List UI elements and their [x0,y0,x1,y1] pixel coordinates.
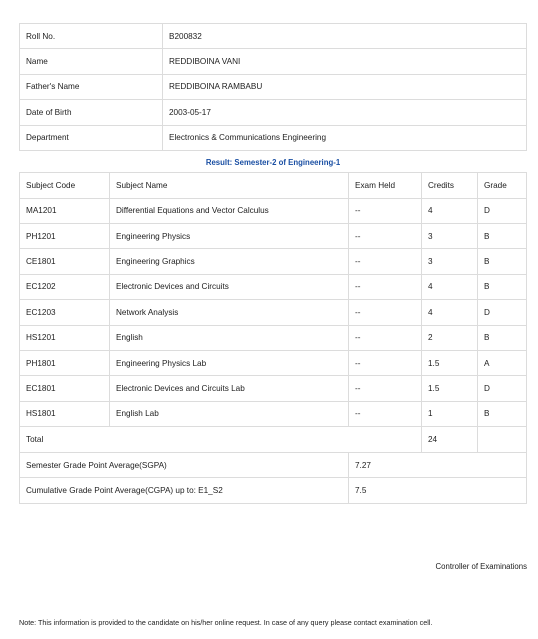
credits: 3 [422,223,478,248]
table-row [20,376,527,401]
exam-held: -- [349,198,422,223]
grade: B [478,325,527,350]
result-title: Result: Semester-2 of Engineering-1 [205,158,341,167]
info-value: REDDIBOINA VANI [163,49,527,74]
subject-name: Network Analysis [110,300,349,325]
table-row [20,300,527,325]
marks-table [19,172,527,453]
info-label: Roll No. [20,24,163,49]
grade-summary-table [19,452,527,504]
subject-name: Electronic Devices and Circuits Lab [110,376,349,401]
credits: 3 [422,249,478,274]
sgpa-value: 7.27 [349,453,527,478]
info-label: Father's Name [20,74,163,99]
subject-name: Engineering Graphics [110,249,349,274]
subject-name: Engineering Physics [110,223,349,248]
exam-held: -- [349,376,422,401]
table-row [20,249,527,274]
info-row-department [20,125,527,150]
header-subject-code: Subject Code [20,173,110,199]
grade: B [478,274,527,299]
info-row-date-of-birth [20,100,527,125]
credits: 4 [422,274,478,299]
marks-header-row [20,173,527,199]
exam-held: -- [349,274,422,299]
header-exam-held: Exam Held [349,173,422,199]
cgpa-value: 7.5 [349,478,527,503]
exam-held: -- [349,350,422,375]
exam-held: -- [349,249,422,274]
credits: 4 [422,300,478,325]
header-grade: Grade [478,173,527,199]
subject-name: Differential Equations and Vector Calculus [110,198,349,223]
grade: B [478,223,527,248]
subject-code: EC1203 [20,300,110,325]
subject-code: HS1801 [20,401,110,426]
exam-held: -- [349,223,422,248]
subject-code: HS1201 [20,325,110,350]
total-credits: 24 [422,427,478,452]
exam-held: -- [349,325,422,350]
header-subject-name: Subject Name [110,173,349,199]
subject-name: English [110,325,349,350]
exam-held: -- [349,401,422,426]
credits: 4 [422,198,478,223]
subject-code: CE1801 [20,249,110,274]
subject-name: English Lab [110,401,349,426]
table-row [20,274,527,299]
footer-note: Note: This information is provided to the candidate on his/her online request. In case of any query please contact examination cell. [19,618,433,627]
sgpa-label: Semester Grade Point Average(SGPA) [20,453,349,478]
credits: 1 [422,401,478,426]
grade: B [478,401,527,426]
header-credits: Credits [422,173,478,199]
info-label: Department [20,125,163,150]
subject-code: EC1801 [20,376,110,401]
total-label: Total [20,427,422,452]
info-value: REDDIBOINA RAMBABU [163,74,527,99]
table-row [20,350,527,375]
info-value: Electronics & Communications Engineering [163,125,527,150]
credits: 1.5 [422,376,478,401]
credits: 2 [422,325,478,350]
info-label: Name [20,49,163,74]
info-row-name [20,49,527,74]
table-row [20,223,527,248]
info-label: Date of Birth [20,100,163,125]
grade: A [478,350,527,375]
info-row-father-name [20,74,527,99]
subject-name: Engineering Physics Lab [110,350,349,375]
subject-name: Electronic Devices and Circuits [110,274,349,299]
grade: D [478,300,527,325]
info-value: B200832 [163,24,527,49]
table-row [20,198,527,223]
total-grade-empty [478,427,527,452]
table-row [20,401,527,426]
subject-code: MA1201 [20,198,110,223]
table-row [20,325,527,350]
student-info-table [19,23,527,151]
controller-of-examinations: Controller of Examinations [435,562,527,571]
total-row [20,427,527,452]
subject-code: EC1202 [20,274,110,299]
grade: D [478,198,527,223]
exam-held: -- [349,300,422,325]
info-row-roll-no [20,24,527,49]
sgpa-row [20,453,527,478]
cgpa-label: Cumulative Grade Point Average(CGPA) up to: E1_S2 [20,478,349,503]
credits: 1.5 [422,350,478,375]
grade: B [478,249,527,274]
subject-code: PH1201 [20,223,110,248]
subject-code: PH1801 [20,350,110,375]
cgpa-row [20,478,527,503]
info-value: 2003-05-17 [163,100,527,125]
grade: D [478,376,527,401]
